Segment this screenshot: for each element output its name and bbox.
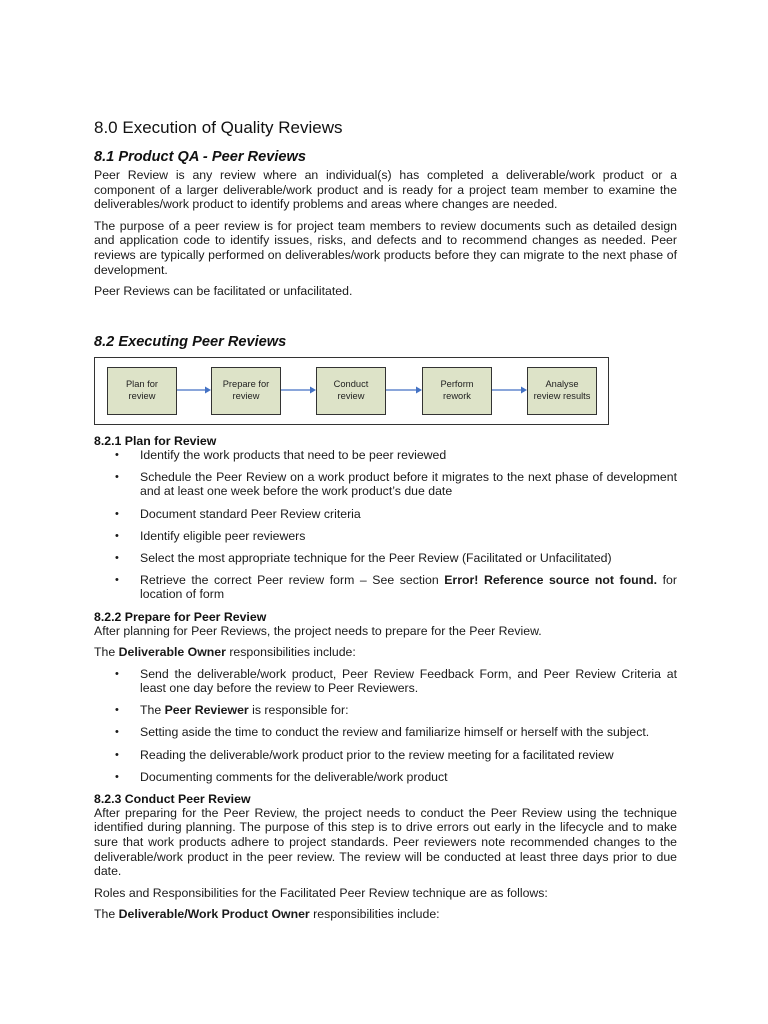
list-item: • Documenting comments for the deliverable/work product (115, 769, 448, 784)
page-content (94, 118, 677, 929)
paragraph-facilitated: Peer Reviews can be facilitated or unfacilitated. (94, 284, 353, 299)
flow-step-prepare: Prepare for review (211, 367, 281, 415)
list-item: • The Peer Reviewer is responsible for: (115, 703, 349, 718)
paragraph-owner-responsibilities: The Deliverable Owner responsibilities include: (94, 645, 356, 660)
heading-8-2-3: 8.2.3 Conduct Peer Review (94, 791, 251, 806)
list-item: • Schedule the Peer Review on a work product before it migrates to the next phase of development and at least one week before the work product’s due date (115, 469, 677, 499)
flow-step-rework: Perform rework (422, 367, 492, 415)
list-item: • Retrieve the correct Peer review form – See section Error! Reference source not found. for location of form (115, 572, 677, 602)
paragraph-peer-review-definition: Peer Review is any review where an individual(s) has completed a deliverable/work product or a component of a larger deliverable/work product and is ready for a project team member to examine the deliverables/work product to identify problems and areas where changes are needed. (94, 168, 677, 212)
flow-step-conduct: Conduct review (316, 367, 386, 415)
list-item: • Identify eligible peer reviewers (115, 528, 306, 543)
heading-8-2-2: 8.2.2 Prepare for Peer Review (94, 609, 267, 624)
heading-8-2: 8.2 Executing Peer Reviews (94, 333, 287, 350)
list-item: • Identify the work products that need to be peer reviewed (115, 447, 447, 462)
section-title: 8.0 Execution of Quality Reviews (94, 118, 343, 137)
paragraph-work-product-owner: The Deliverable/Work Product Owner responsibilities include: (94, 907, 440, 922)
paragraph-roles: Roles and Responsibilities for the Facilitated Peer Review technique are as follows: (94, 885, 548, 900)
list-item: • Send the deliverable/work product, Peer Review Feedback Form, and Peer Review Criteria at least one day before the review to Peer Reviewers. (115, 666, 677, 696)
plan-for-review-list (94, 448, 677, 602)
list-item: • Document standard Peer Review criteria (115, 506, 361, 521)
prepare-review-list (94, 667, 677, 785)
paragraph-prepare-intro: After planning for Peer Reviews, the project needs to prepare for the Peer Review. (94, 623, 542, 638)
list-item: • Setting aside the time to conduct the review and familiarize himself or herself with the subject. (115, 725, 650, 740)
heading-8-2-1: 8.2.1 Plan for Review (94, 433, 217, 448)
paragraph-conduct-review: After preparing for the Peer Review, the project needs to conduct the Peer Review using the technique identified during planning. The purpose of this step is to drive errors out early in the lifecycle and to make sure that work products adhere to project standards. Peer reviewers note recommended changes to the deliverable/work product in the peer review. The review will be conducted at least three days prior to due date. (94, 805, 677, 879)
list-item: • Reading the deliverable/work product prior to the review meeting for a facilitated review (115, 747, 614, 762)
heading-8-1: 8.1 Product QA - Peer Reviews (94, 149, 306, 165)
flow-step-analyse: Analyse review results (527, 367, 597, 415)
paragraph-peer-review-purpose: The purpose of a peer review is for project team members to review documents such as detailed design and application code to identify issues, risks, and defects and to recommend changes as needed. Peer reviews are typically performed on deliverables/work products before they can migrate to the next phase of development. (94, 218, 677, 277)
reference-error: Error! Reference source not found. (444, 572, 658, 587)
peer-review-process-diagram (94, 357, 609, 425)
flow-step-plan: Plan for review (107, 367, 177, 415)
list-item: • Select the most appropriate technique for the Peer Review (Facilitated or Unfacilitated) (115, 550, 612, 565)
